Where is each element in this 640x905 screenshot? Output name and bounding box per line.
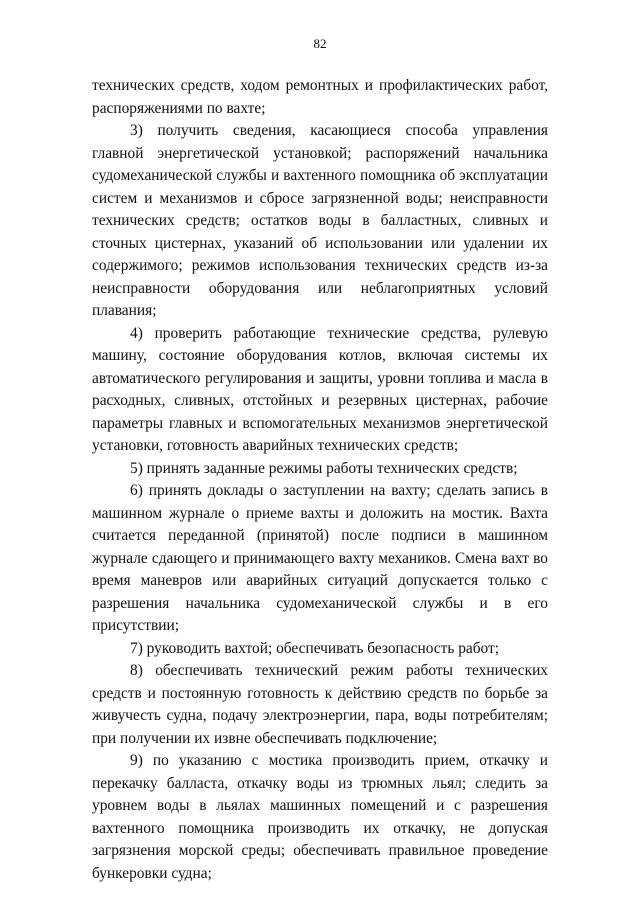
paragraph-item-8: 8) обеспечивать технический режим работы технических средств и постоянную готовность к действию средств по борьбе за живучесть судна, подачу электроэнергии, пара, воды потребителям; при получении их извне обеспечивать подключение;	[92, 662, 548, 747]
paragraph-item-9: 9) по указанию с мостика производить прием, откачку и перекачку балласта, откачку воды из трюмных льял; следить за уровнем воды в льялах машинных помещений и с разрешения вахтенного помощника производить их откачку, не допуская загрязнения морской среды; обеспечивать правильное проведение бункеровки судна;	[92, 752, 548, 882]
paragraph-continuation: технических средств, ходом ремонтных и профилактических работ, распоряжениями по вахте;	[92, 77, 548, 117]
paragraph-item-6: 6) принять доклады о заступлении на вахту; сделать запись в машинном журнале о приеме вахты и доложить на мостик. Вахта считается переданной (принятой) после подписи в машинном журнале сдающего и принимающего вахту механиков. Смена вахт во время маневров или аварийных ситуаций допускается только с разрешения начальника судомеханической службы и в его присутствии;	[92, 482, 548, 634]
paragraph-item-3: 3) получить сведения, касающиеся способа управления главной энергетической установкой; распоряжений начальника судомеханической службы и вахтенного помощника об эксплуатации систем и механизмов и сбросе загрязненной воды; неисправности технических средств; остатков воды в балластных, сливных и сточных цистернах, указаний об использовании или удалении их содержимого; режимов использования технических средств из-за неисправности оборудования или неблагоприятных условий плавания;	[92, 122, 548, 319]
paragraph-item-4: 4) проверить работающие технические средства, рулевую машину, состояние оборудования котлов, включая системы их автоматического регулирования и защиты, уровни топлива и масла в расходных, сливных, отстойных и резервных цистернах, рабочие параметры главных и вспомогательных механизмов энергетической установки, готовность аварийных технических средств;	[92, 324, 548, 454]
document-body	[92, 75, 548, 885]
paragraph-item-5: 5) принять заданные режимы работы технических средств;	[130, 459, 518, 477]
page-number: 82	[313, 36, 327, 51]
paragraph-item-7: 7) руководить вахтой; обеспечивать безопасность работ;	[130, 639, 500, 657]
